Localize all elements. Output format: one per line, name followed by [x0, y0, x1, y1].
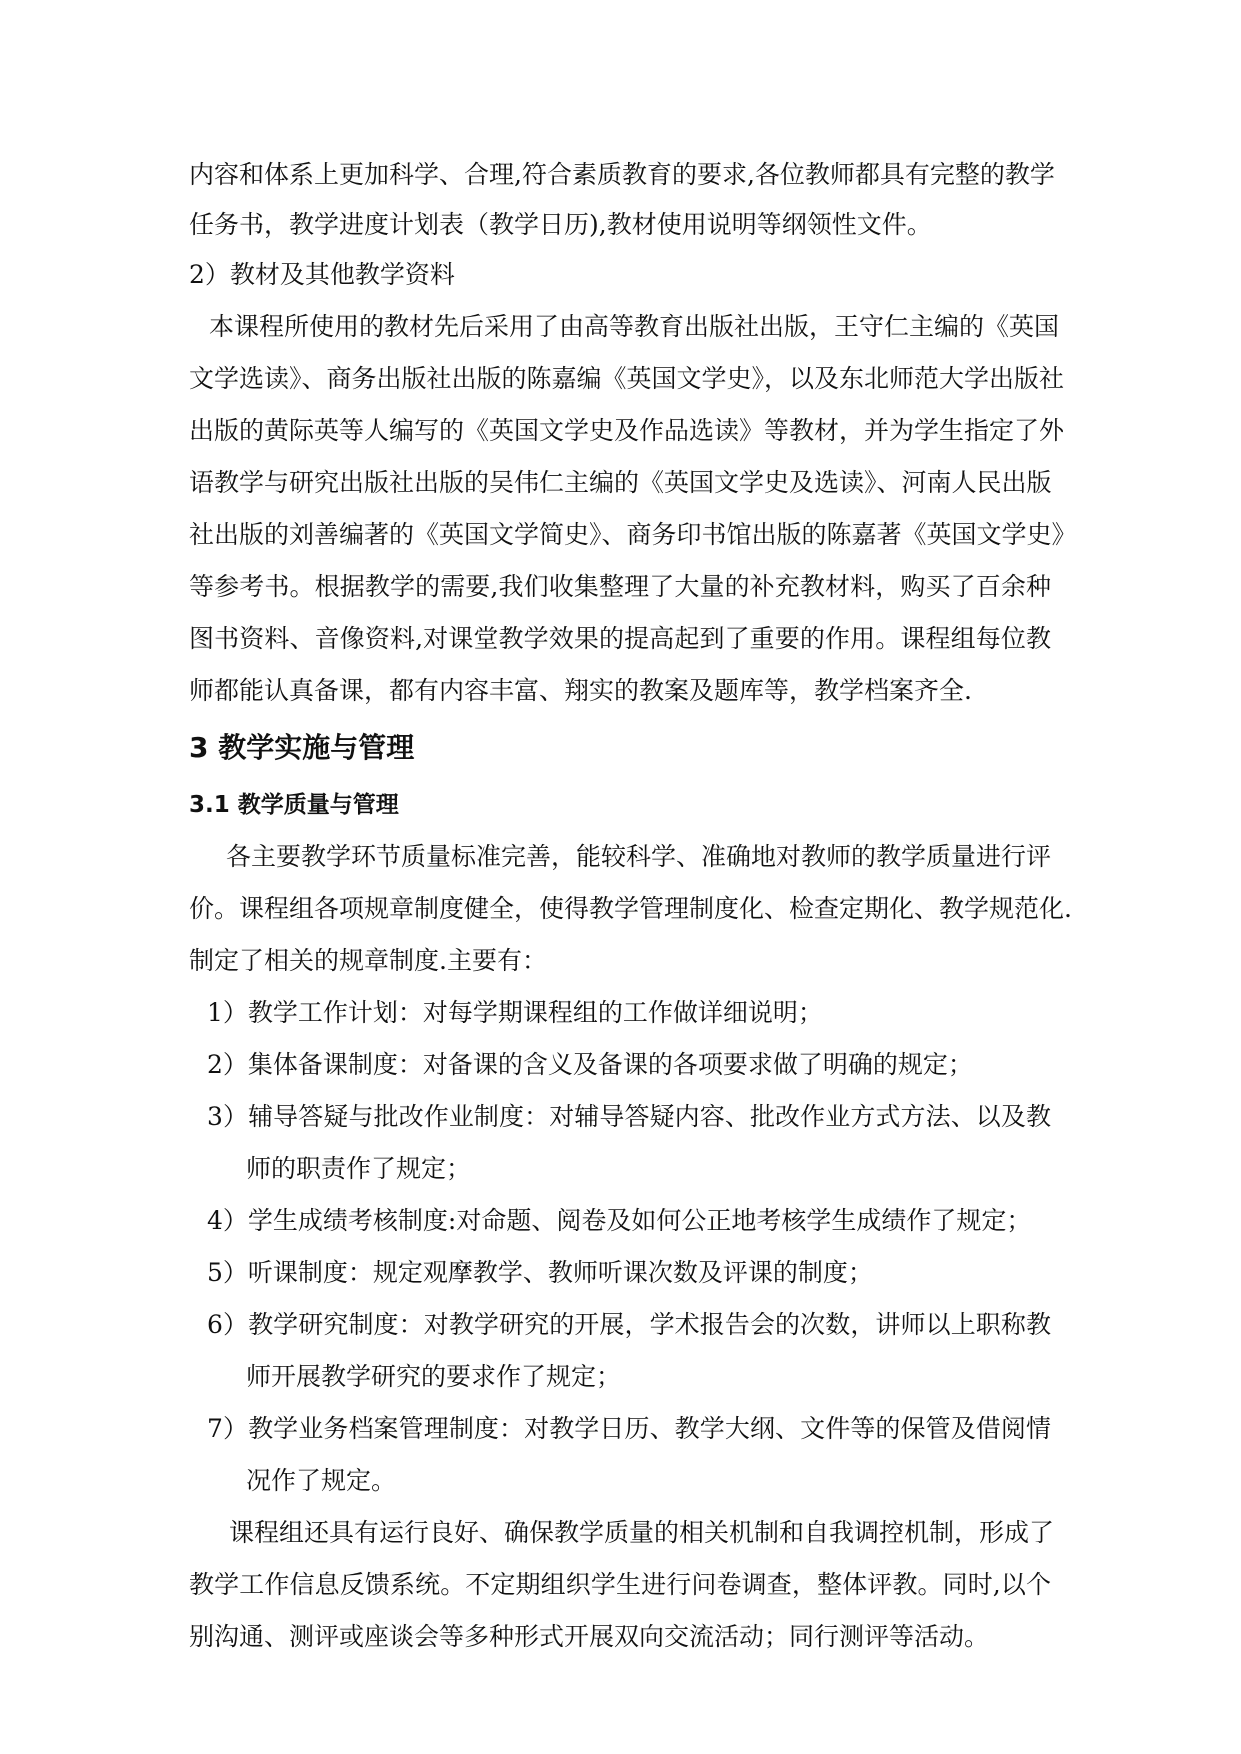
paragraph-line: 制定了相关的规章制度.主要有：	[189, 946, 547, 975]
list-item: 3）辅导答疑与批改作业制度：对辅导答疑内容、批改作业方式方法、以及教	[207, 1102, 1051, 1131]
list-item: 7）教学业务档案管理制度：对教学日历、教学大纲、文件等的保管及借阅情	[207, 1414, 1051, 1443]
paragraph-line: 师都能认真备课，都有内容丰富、翔实的教案及题库等，教学档案齐全.	[189, 676, 972, 705]
paragraph-line: 课程组还具有运行良好、确保教学质量的相关机制和自我调控机制，形成了	[229, 1518, 1055, 1547]
subsection-title: 3.1 教学质量与管理	[189, 792, 399, 818]
list-item: 4）学生成绩考核制度:对命题、阅卷及如何公正地考核学生成绩作了规定；	[207, 1206, 1032, 1235]
section-title: 3 教学实施与管理	[189, 731, 415, 764]
paragraph-line: 文学选读》、商务出版社出版的陈嘉编《英国文学史》，以及东北师范大学出版社	[189, 364, 1065, 393]
list-item: 5）听课制度：规定观摩教学、教师听课次数及评课的制度；	[207, 1258, 873, 1287]
paragraph-line: 语教学与研究出版社出版的吴伟仁主编的《英国文学史及选读》、河南人民出版	[189, 468, 1052, 497]
paragraph-line: 别沟通、测评或座谈会等多种形式开展双向交流活动；同行测评等活动。	[189, 1622, 990, 1651]
paragraph-line: 图书资料、音像资料,对课堂教学效果的提高起到了重要的作用。课程组每位教	[189, 624, 1051, 653]
paragraph-line: 教学工作信息反馈系统。不定期组织学生进行问卷调查，整体评教。同时,以个	[189, 1570, 1051, 1599]
subsection-heading: 2）教材及其他教学资料	[189, 260, 455, 289]
paragraph-line: 出版的黄际英等人编写的《英国文学史及作品选读》等教材，并为学生指定了外	[189, 416, 1065, 445]
paragraph-line: 任务书，教学进度计划表（教学日历),教材使用说明等纲领性文件。	[189, 210, 932, 239]
paragraph-line: 等参考书。根据教学的需要,我们收集整理了大量的补充教材料，购买了百余种	[189, 572, 1051, 601]
list-item: 2）集体备课制度：对备课的含义及备课的各项要求做了明确的规定；	[207, 1050, 973, 1079]
paragraph-line: 内容和体系上更加科学、合理,符合素质教育的要求,各位教师都具有完整的教学	[189, 160, 1055, 189]
paragraph-line: 社出版的刘善编著的《英国文学简史》、商务印书馆出版的陈嘉著《英国文学史》	[189, 520, 1077, 549]
paragraph-line: 价。课程组各项规章制度健全，使得教学管理制度化、检查定期化、教学规范化.	[189, 894, 1072, 923]
list-item-continuation: 师的职责作了规定；	[246, 1154, 472, 1183]
paragraph-line: 各主要教学环节质量标准完善，能较科学、准确地对教师的教学质量进行评	[226, 842, 1052, 871]
paragraph-line: 本课程所使用的教材先后采用了由高等教育出版社出版，王守仁主编的《英国	[209, 312, 1060, 341]
list-item: 1）教学工作计划：对每学期课程组的工作做详细说明；	[207, 998, 823, 1027]
list-item-continuation: 师开展教学研究的要求作了规定；	[246, 1362, 622, 1391]
list-item: 6）教学研究制度：对教学研究的开展，学术报告会的次数，讲师以上职称教	[207, 1310, 1051, 1339]
list-item-continuation: 况作了规定。	[246, 1466, 397, 1495]
